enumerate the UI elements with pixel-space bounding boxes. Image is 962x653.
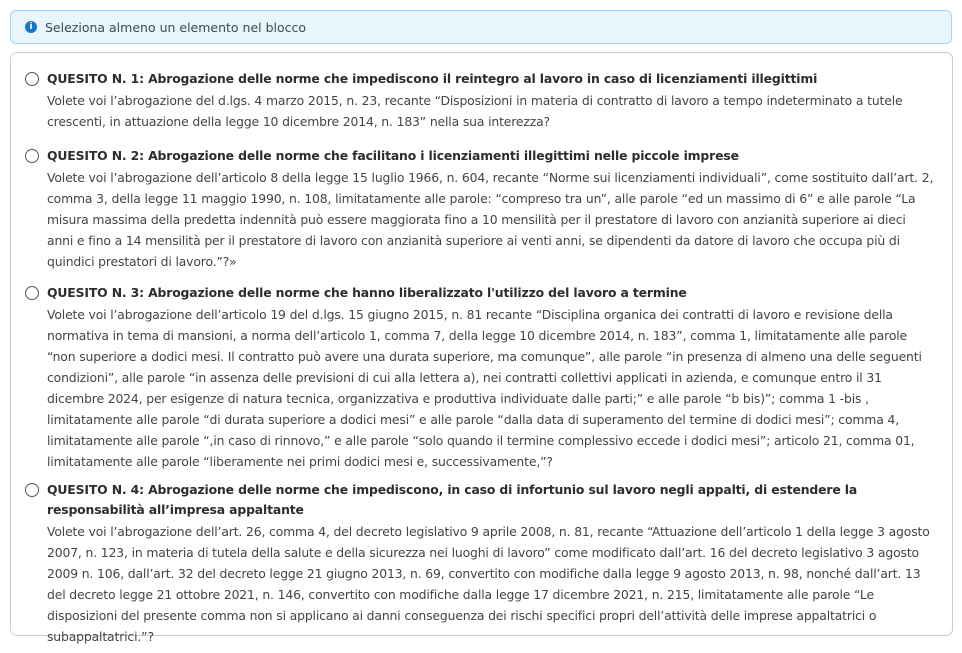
alert-text: Seleziona almeno un elemento nel blocco <box>45 19 307 35</box>
question-block <box>10 52 953 644</box>
question-text: Volete voi l’abrogazione dell’articolo 8 della legge 15 luglio 1966, n. 604, recante “Norme sui licenziamenti individuali”, come sostituito dall’art. 2, comma 3, della legge 11 maggio 1990, n. 108, limitatamente alle parole: “compreso tra un”, alle parole “ed un massimo di 6” e alle parole “La misura massima della predetta indennità può essere maggiorata fino a 10 mensilità per il prestatore di lavoro con anzianità superiore ai dieci anni e fino a 14 mensilità per il prestatore di lavoro con anzianità superiore ai venti anni, se dipendenti da datore di lavoro che occupa più di quindici prestatori di lavoro.”?» <box>47 170 934 269</box>
question-title: QUESITO N. 4: Abrogazione delle norme che impediscono, in caso di infortunio sul lavoro negli appalti, di estendere la responsabilità all’impresa appaltante <box>47 482 858 517</box>
question-text: Volete voi l’abrogazione del d.lgs. 4 marzo 2015, n. 23, recante “Disposizioni in materia di contratto di lavoro a tempo indeterminato a tutele crescenti, in attuazione della legge 10 dicembre 2014, n. 183” nella sua interezza? <box>47 93 903 129</box>
question-option-1[interactable] <box>25 69 935 132</box>
radio-button[interactable] <box>25 286 39 300</box>
validation-alert <box>10 10 952 44</box>
question-text: Volete voi l’abrogazione dell’articolo 19 del d.lgs. 15 giugno 2015, n. 81 recante “Disciplina organica dei contratti di lavoro e revisione della normativa in tema di mansioni, a norma dell’articolo 1, comma 7, della legge 10 dicembre 2014, n. 183”, comma 1, limitatamente alle parole “non superiore a dodici mesi. Il contratto può avere una durata superiore, ma comunque”, alle parole “in presenza di almeno una delle seguenti condizioni”, alle parole “in assenza delle previsioni di cui alla lettera a), nei contratti collettivi applicati in azienda, e comunque entro il 31 dicembre 2024, per esigenze di natura tecnica, organizzativa e produttiva individuate dalle parti;” e alle parole “b bis)”; comma 1 -bis , limitatamente alle parole “di durata superiore a dodici mesi” e alle parole “dalla data di superamento del termine di dodici mesi”; comma 4, limitatamente alle parole “,in caso di rinnovo,” e alle parole “solo quando il termine complessivo eccede i dodici mesi”; articolo 21, comma 01, limitatamente alle parole “liberamente nei primi dodici mesi e, successivamente,”? <box>47 307 922 469</box>
radio-button[interactable] <box>25 483 39 497</box>
radio-button[interactable] <box>25 149 39 163</box>
question-title: QUESITO N. 2: Abrogazione delle norme che facilitano i licenziamenti illegittimi nelle piccole imprese <box>47 148 739 163</box>
question-option-4[interactable] <box>25 480 935 647</box>
question-text: Volete voi l’abrogazione dell’art. 26, comma 4, del decreto legislativo 9 aprile 2008, n. 81, recante “Attuazione dell’articolo 1 della legge 3 agosto 2007, n. 123, in materia di tutela della salute e della sicurezza nei luoghi di lavoro” come modificato dall’art. 16 del decreto legislativo 3 agosto 2009 n. 106, dall’art. 32 del decreto legge 21 giugno 2013, n. 69, convertito con modifiche dalla legge 9 agosto 2013, n. 98, nonché dall’art. 13 del decreto legge 21 ottobre 2021, n. 146, convertito con modifiche dalla legge 17 dicembre 2021, n. 215, limitatamente alle parole “Le disposizioni del presente comma non si applicano ai danni conseguenza dei rischi specifici propri dell’attività delle imprese appaltatrici o subappaltatrici.”? <box>47 524 930 644</box>
question-option-2[interactable] <box>25 146 935 272</box>
question-option-3[interactable] <box>25 283 935 472</box>
question-title: QUESITO N. 3: Abrogazione delle norme che hanno liberalizzato l'utilizzo del lavoro a termine <box>47 285 687 300</box>
question-title: QUESITO N. 1: Abrogazione delle norme che impediscono il reintegro al lavoro in caso di licenziamenti illegittimi <box>47 71 818 86</box>
info-icon: i <box>25 21 37 33</box>
radio-button[interactable] <box>25 72 39 86</box>
